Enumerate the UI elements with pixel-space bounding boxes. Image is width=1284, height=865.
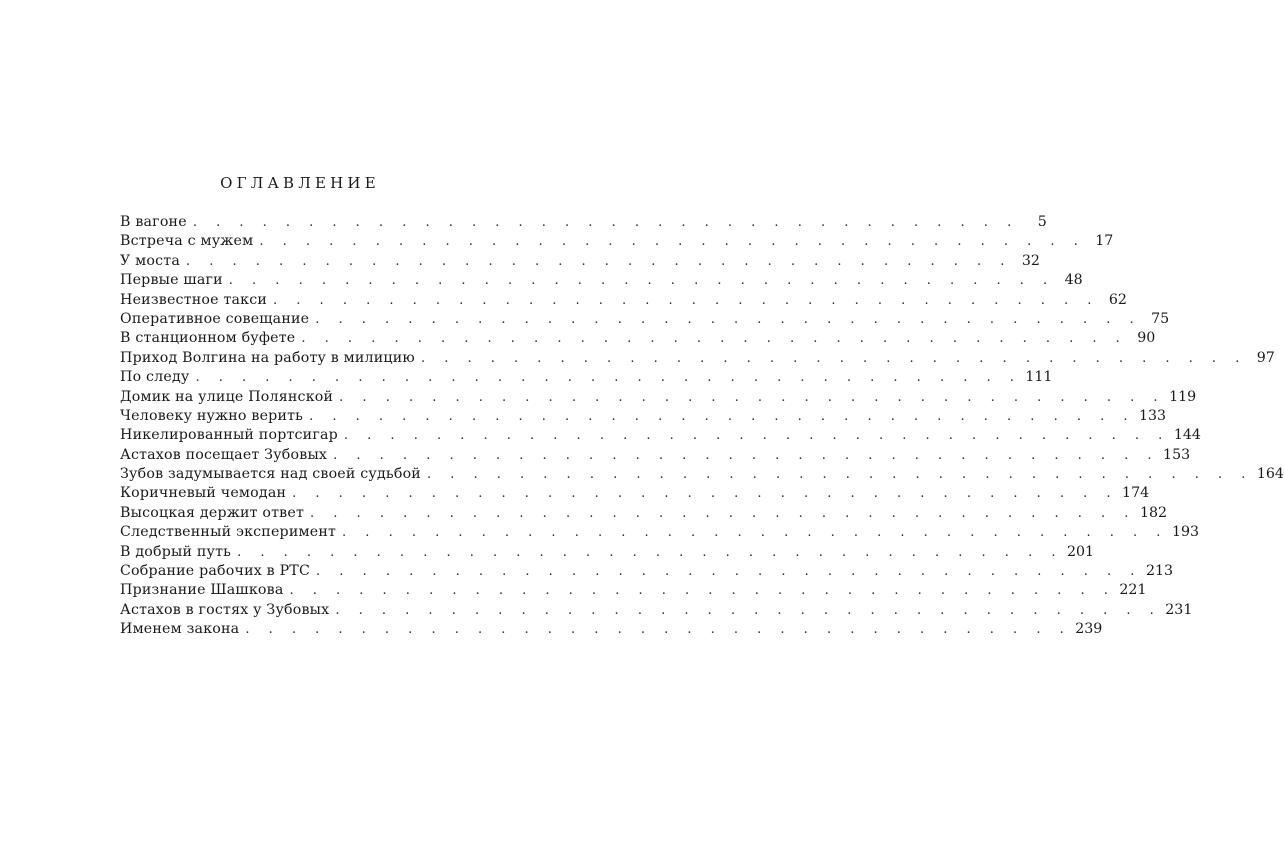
toc-leader-dots: . . . . . . . . . . . . . . . . . . . . . . . . . . . . . . . . . . . . xyxy=(186,253,1012,269)
toc-entry-page: 213 xyxy=(1145,563,1174,580)
toc-leader-dots: . . . . . . . . . . . . . . . . . . . . . . . . . . . . . . . . . . . . xyxy=(315,311,1142,327)
toc-entry xyxy=(120,484,1150,503)
toc-entry xyxy=(120,523,1200,542)
toc-entry-title: Домик на улице Полянской xyxy=(120,388,334,405)
toc-entry-page: 174 xyxy=(1122,485,1150,502)
toc-entry xyxy=(120,388,1197,407)
toc-leader-dots: . . . . . . . . . . . . . . . . . . . . . . . . . . . . . . . . . . . . xyxy=(310,505,1136,521)
toc-leader-dots: . . . . . . . . . . . . . . . . . . . . . . . . . . . . . . . . . . . . xyxy=(342,525,1168,541)
toc-entry xyxy=(120,620,1103,639)
toc-leader-dots: . . . . . . . . . . . . . . . . . . . . . . . . . . . . . . . . . . . . xyxy=(245,622,1072,638)
toc-entry-title: По следу xyxy=(120,369,190,386)
toc-entry-title: Человеку нужно верить xyxy=(120,407,304,424)
toc-entry xyxy=(120,252,1040,271)
toc-entry-page: 111 xyxy=(1025,369,1053,386)
toc-entry-title: У моста xyxy=(120,252,180,269)
table-of-contents xyxy=(120,213,1284,640)
toc-entry-page: 97 xyxy=(1256,349,1275,366)
toc-entry-title: Первые шаги xyxy=(120,272,223,289)
toc-leader-dots: . . . . . . . . . . . . . . . . . . . . . . . . . . . . . . . . . . . . xyxy=(192,215,1019,230)
toc-leader-dots: . . . . . . . . . . . . . . . . . . . . . . . . . . . . . . . . . . . . xyxy=(339,389,1166,405)
toc-leader-dots: . . . . . . . . . . . . . . . . . . . . . . . . . . . . . . . . . . . . xyxy=(316,564,1142,580)
toc-entry-title: Коричневый чемодан xyxy=(120,485,287,502)
toc-leader-dots: . . . . . . . . . . . . . . . . . . . . . . . . . . . . . . . . . . . . xyxy=(237,544,1063,560)
toc-entry xyxy=(120,271,1083,290)
toc-entry-title: Астахов посещает Зубовых xyxy=(120,446,328,463)
toc-entry-title: В станционном буфете xyxy=(120,330,296,347)
toc-entry xyxy=(120,291,1127,310)
toc-entry xyxy=(120,232,1114,251)
toc-entry-page: 144 xyxy=(1173,427,1201,444)
toc-leader-dots: . . . . . . . . . . . . . . . . . . . . . . . . . . . . . . . . . . . . xyxy=(426,467,1253,483)
toc-leader-dots: . . . . . . . . . . . . . . . . . . . . . . . . . . . . . . . . . . . . xyxy=(343,428,1170,444)
toc-entry-page: 164 xyxy=(1256,466,1284,483)
toc-entry-page: 182 xyxy=(1139,504,1168,521)
toc-entry-title: Приход Волгина на работу в милицию xyxy=(120,349,415,366)
toc-entry-page: 5 xyxy=(1037,214,1047,230)
toc-entry xyxy=(120,601,1193,620)
toc-leader-dots: . . . . . . . . . . . . . . . . . . . . . . . . . . . . . . . . . . . . xyxy=(420,350,1247,366)
toc-entry xyxy=(120,543,1095,562)
toc-entry-title: Следственный эксперимент xyxy=(120,524,337,541)
toc-leader-dots: . . . . . . . . . . . . . . . . . . . . . . . . . . . . . . . . . . . . xyxy=(301,331,1128,347)
toc-entry xyxy=(120,349,1275,368)
toc-entry-title: Высоцкая держит ответ xyxy=(120,504,305,521)
toc-leader-dots: . . . . . . . . . . . . . . . . . . . . . . . . . . . . . . . . . . . . xyxy=(195,370,1022,386)
toc-entry xyxy=(120,329,1156,348)
toc-leader-dots: . . . . . . . . . . . . . . . . . . . . . . . . . . . . . . . . . . . . xyxy=(333,447,1160,463)
toc-leader-dots: . . . . . . . . . . . . . . . . . . . . . . . . . . . . . . . . . . . . xyxy=(335,602,1162,618)
toc-leader-dots: . . . . . . . . . . . . . . . . . . . . . . . . . . . . . . . . . . . . xyxy=(273,292,1099,308)
toc-entry-title: В вагоне xyxy=(120,214,187,230)
toc-leader-dots: . . . . . . . . . . . . . . . . . . . . . . . . . . . . . . . . . . . . xyxy=(289,583,1116,599)
toc-entry-page: 62 xyxy=(1108,291,1127,308)
toc-entry-page: 90 xyxy=(1137,330,1156,347)
toc-entry-title: В добрый путь xyxy=(120,543,232,560)
toc-entry-title: Встреча с мужем xyxy=(120,233,254,250)
toc-entry-page: 133 xyxy=(1139,407,1167,424)
toc-entry-title: Зубов задумывается над своей судьбой xyxy=(120,466,421,483)
toc-entry-page: 75 xyxy=(1151,310,1170,327)
toc-entry xyxy=(120,213,1047,232)
toc-entry-page: 221 xyxy=(1119,582,1147,599)
toc-entry-page: 32 xyxy=(1021,252,1040,269)
toc-entry xyxy=(120,407,1167,426)
page-title: ОГЛАВЛЕНИЕ xyxy=(220,174,380,192)
toc-entry-page: 119 xyxy=(1169,388,1197,405)
toc-entry-page: 153 xyxy=(1163,446,1191,463)
toc-leader-dots: . . . . . . . . . . . . . . . . . . . . . . . . . . . . . . . . . . . . xyxy=(292,486,1119,502)
toc-entry xyxy=(120,465,1284,484)
toc-entry-page: 201 xyxy=(1066,543,1095,560)
toc-leader-dots: . . . . . . . . . . . . . . . . . . . . . . . . . . . . . . . . . . . . xyxy=(228,273,1055,289)
toc-entry-title: Именем закона xyxy=(120,621,240,638)
toc-entry xyxy=(120,426,1201,445)
toc-entry xyxy=(120,504,1168,523)
toc-entry xyxy=(120,562,1174,581)
toc-entry-title: Астахов в гостях у Зубовых xyxy=(120,601,330,618)
toc-leader-dots: . . . . . . . . . . . . . . . . . . . . . . . . . . . . . . . . . . . . xyxy=(309,408,1135,424)
toc-entry-page: 17 xyxy=(1095,233,1114,250)
toc-entry xyxy=(120,581,1147,600)
toc-entry-title: Оперативное совещание xyxy=(120,310,310,327)
toc-entry-title: Признание Шашкова xyxy=(120,582,284,599)
toc-entry-title: Никелированный портсигар xyxy=(120,427,338,444)
toc-entry-page: 48 xyxy=(1064,272,1083,289)
toc-entry-title: Неизвестное такси xyxy=(120,291,268,308)
toc-entry-title: Собрание рабочих в РТС xyxy=(120,563,311,580)
toc-entry-page: 239 xyxy=(1075,621,1103,638)
toc-entry xyxy=(120,368,1053,387)
toc-entry xyxy=(120,310,1170,329)
toc-entry-page: 231 xyxy=(1165,601,1193,618)
toc-leader-dots: . . . . . . . . . . . . . . . . . . . . . . . . . . . . . . . . . . . . xyxy=(259,234,1086,250)
toc-entry-page: 193 xyxy=(1171,524,1200,541)
toc-entry xyxy=(120,446,1191,465)
